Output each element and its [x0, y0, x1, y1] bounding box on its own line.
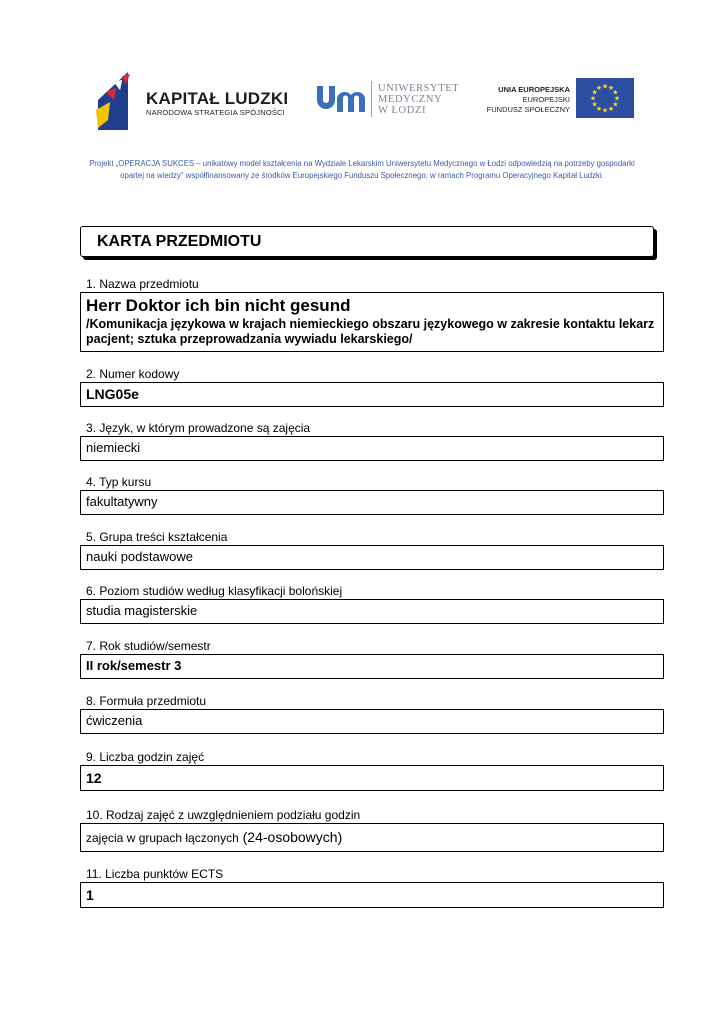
field-value-course-subtitle: /Komunikacja językowa w krajach niemieckiego obszaru językowego w zakresie kontaktu lekarz pacjent; sztuka przeprowadzania wywiadu lekarskiego/: [86, 317, 655, 346]
field-label-ects: 11. Liczba punktów ECTS: [86, 867, 224, 881]
eu-logo-text: [470, 85, 570, 115]
field-label-course-name: 1. Nazwa przedmiotu: [86, 277, 199, 291]
field-box-language: [80, 436, 664, 461]
field-value-code: LNG05e: [86, 386, 139, 402]
um-logo-text: [378, 83, 459, 116]
field-value-class-type: [86, 829, 342, 845]
field-label-course-form: 8. Formuła przedmiotu: [86, 694, 207, 708]
field-box-course-form: [80, 709, 664, 734]
field-label-content-group: 5. Grupa treści kształcenia: [86, 530, 228, 544]
um-line-1: UNIWERSYTET: [378, 83, 460, 94]
eu-star-icon: ★: [601, 107, 609, 115]
field-box-code: [80, 382, 664, 407]
eu-flag-icon: [576, 78, 634, 118]
um-line-3: W ŁODZI: [378, 105, 427, 116]
field-value-ects: 1: [86, 887, 94, 903]
field-box-hours: [80, 765, 664, 791]
card-title: KARTA PRZEDMIOTU: [97, 233, 262, 250]
eu-line-2: EUROPEJSKI: [522, 95, 570, 104]
field-value-course-type: fakultatywny: [86, 494, 158, 509]
eu-star-icon: ★: [589, 95, 597, 103]
field-value-year-semester: II rok/semestr 3: [86, 658, 182, 673]
eu-star-icon: ★: [613, 95, 621, 103]
eu-star-icon: ★: [601, 83, 609, 91]
um-logo-divider: [371, 81, 372, 117]
eu-star-icon: ★: [612, 101, 619, 109]
eu-star-icon: ★: [595, 105, 603, 113]
eu-star-icon: ★: [607, 105, 615, 113]
eu-star-icon: ★: [591, 101, 598, 109]
field-box-course-type: [80, 490, 664, 515]
field-box-ects: [80, 882, 664, 908]
eu-star-icon: ★: [607, 85, 615, 93]
eu-line-1: UNIA EUROPEJSKA: [498, 85, 570, 94]
kapital-ludzki-emblem-icon: [92, 70, 152, 132]
kapital-ludzki-title: KAPITAŁ LUDZKI: [146, 89, 289, 108]
field-value-course-name: Herr Doktor ich bin nicht gesund: [86, 296, 351, 315]
eu-line-3: FUNDUSZ SPOŁECZNY: [486, 105, 570, 114]
field-label-language: 3. Język, w którym prowadzone są zajęcia: [86, 421, 311, 435]
um-logo-icon: [315, 84, 367, 119]
field-value-class-type-main: zajęcia w grupach łączonych: [86, 831, 239, 845]
field-label-year-semester: 7. Rok studiów/semestr: [86, 639, 211, 653]
field-value-language: niemiecki: [86, 440, 141, 455]
field-value-content-group: nauki podstawowe: [86, 549, 193, 564]
field-value-study-level: studia magisterskie: [86, 603, 198, 618]
field-label-course-type: 4. Typ kursu: [86, 475, 152, 489]
field-value-course-form: ćwiczenia: [86, 713, 143, 728]
field-label-hours: 9. Liczba godzin zajęć: [86, 750, 205, 764]
field-label-class-type: 10. Rodzaj zajęć z uwzględnieniem podziału godzin: [86, 808, 361, 822]
field-value-hours: 12: [86, 770, 102, 786]
um-line-2: MEDYCZNY: [378, 94, 443, 105]
eu-star-icon: ★: [595, 85, 603, 93]
field-label-code: 2. Numer kodowy: [86, 367, 180, 381]
field-value-class-type-suffix: (24-osobowych): [238, 829, 343, 845]
kapital-ludzki-subtitle: NARODOWA STRATEGIA SPÓJNOŚCI: [146, 108, 285, 117]
eu-star-icon: ★: [612, 89, 619, 97]
field-label-study-level: 6. Poziom studiów według klasyfikacji bolońskiej: [86, 584, 343, 598]
eu-star-icon: ★: [591, 89, 598, 97]
project-description: Projekt „OPERACJA SUKCES – unikatowy model kształcenia na Wydziale Lekarskim Uniwersytetu Medycznego w Łodzi odpowiedzią na potrzeby gospodarki opartej na wiedzy” współfinansowany ze środków Europejskiego Funduszu Społecznego, w ramach Programu Operacyjnego Kapitał Ludzki.: [89, 159, 635, 180]
